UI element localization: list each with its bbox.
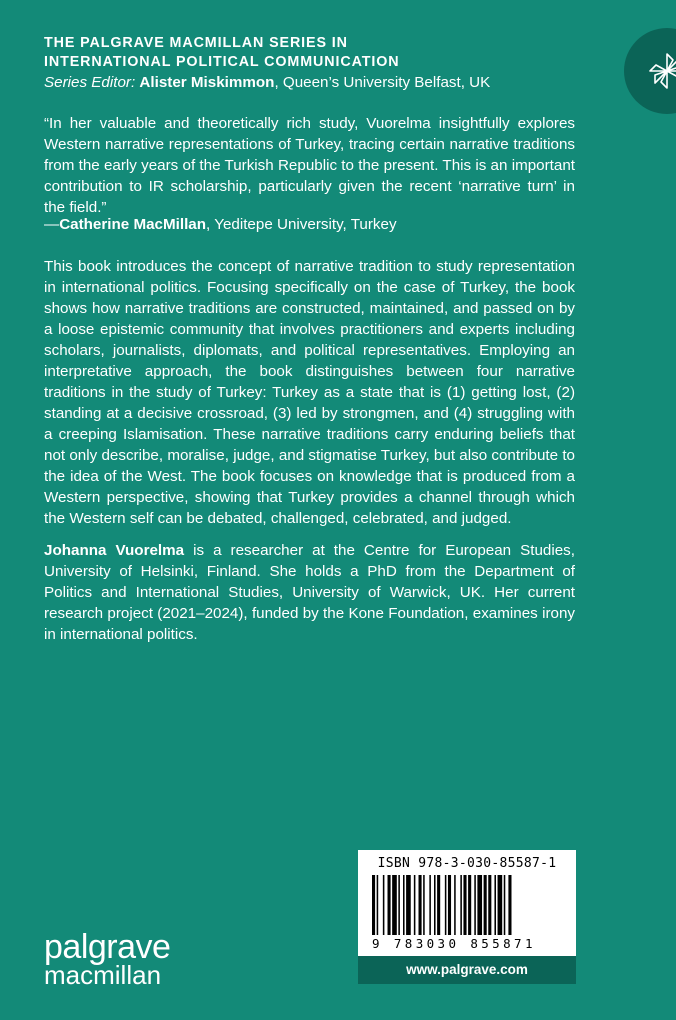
series-title-line-1: THE PALGRAVE MACMILLAN SERIES IN xyxy=(44,35,348,51)
palgrave-logo-badge xyxy=(624,28,676,114)
barcode-bar xyxy=(445,875,447,935)
publisher-line-2: macmillan xyxy=(44,960,162,990)
barcode-bar xyxy=(508,875,511,935)
barcode-bar xyxy=(448,875,451,935)
barcode-bar xyxy=(468,875,471,935)
barcode-bar xyxy=(494,875,496,935)
series-title-line-2: INTERNATIONAL POLITICAL COMMUNICATION xyxy=(44,54,400,70)
barcode-bar xyxy=(377,875,379,935)
barcode-bar xyxy=(463,875,466,935)
review-attribution xyxy=(44,214,397,235)
barcode-bar xyxy=(383,875,385,935)
review-quote-text: “In her valuable and theoretically rich study, Vuorelma insightfully explores Western narrative representations of Turkey, tracing certain narrative traditions from the early years of the Turkish Republic to the present. This is an important contribution to IR scholarship, particularly given the recent ‘narrative turn’ in the field.” xyxy=(44,115,575,216)
barcode-bar xyxy=(406,875,411,935)
barcode-bar xyxy=(460,875,462,935)
publisher-line-1: palgrave xyxy=(44,928,171,966)
barcode-bar xyxy=(454,875,456,935)
barcode-bar xyxy=(419,875,422,935)
barcode-bar xyxy=(392,875,397,935)
series-editor-name: Alister Miskimmon xyxy=(139,74,275,91)
barcode-bar xyxy=(484,875,487,935)
author-bio-text: is a researcher at the Centre for European Studies, University of Helsinki, Finland. She holds a PhD from the Department of Politics and International Studies, University of Warwick, UK. Her current research project (2021–2024), funded by the Kone Foundation, examines irony in international politics. xyxy=(44,542,575,643)
barcode-bar xyxy=(437,875,440,935)
barcode-bar xyxy=(414,875,416,935)
description-text: This book introduces the concept of narrative tradition to study representation in international politics. Focusing specifically on the case of Turkey, the book shows how narrative traditions are constructed, maintained, and passed on by a loose epistemic community that involves practitioners and experts including scholars, journalists, diplomats, and political representatives. Employing an interpretative approach, the book distinguishes between four narrative traditions in the study of Turkey: Turkey as a state that is (1) getting lost, (2) standing at a decisive crossroad, (3) led by strongmen, and (4) struggling with a creeping Islamisation. These narrative traditions carry enduring beliefs that not only describe, moralise, judge, and stigmatise Turkey, but also contribute to the idea of the West. The book focuses on knowledge that is produced from a Western perspective, showing that Turkey provides a channel through which the Western self can be debated, challenged, celebrated, and judged. xyxy=(44,258,575,527)
reviewer-affiliation: , Yeditepe University, Turkey xyxy=(206,216,397,233)
review-quote xyxy=(44,113,575,218)
palgrave-flower-icon xyxy=(640,44,676,98)
barcode-bar xyxy=(403,875,405,935)
barcode-bar xyxy=(398,875,400,935)
series-editor xyxy=(44,73,604,93)
barcode-box xyxy=(358,850,576,956)
barcode-bar xyxy=(423,875,425,935)
author-bio xyxy=(44,540,575,645)
barcode-bars xyxy=(372,875,566,935)
barcode-bar xyxy=(488,875,491,935)
barcode-bar xyxy=(498,875,503,935)
publisher-logo xyxy=(44,930,170,988)
series-heading xyxy=(44,34,604,93)
barcode-bar xyxy=(372,875,375,935)
reviewer-name: Catherine MacMillan xyxy=(59,216,207,233)
barcode-bar xyxy=(434,875,436,935)
attribution-dash: — xyxy=(44,216,60,233)
website-url: www.palgrave.com xyxy=(358,956,576,984)
book-description xyxy=(44,256,575,529)
series-editor-affiliation: , Queen’s University Belfast, UK xyxy=(274,74,491,91)
isbn-text: ISBN 978-3-030-85587-1 xyxy=(377,856,557,871)
author-name: Johanna Vuorelma xyxy=(44,542,185,559)
barcode-bar xyxy=(474,875,476,935)
barcode-bar xyxy=(504,875,506,935)
series-editor-label: Series Editor: xyxy=(44,74,136,91)
barcode-bar xyxy=(429,875,431,935)
barcode-digits: 9 783030 855871 xyxy=(372,936,566,951)
barcode-bar xyxy=(477,875,482,935)
barcode-bar xyxy=(388,875,391,935)
